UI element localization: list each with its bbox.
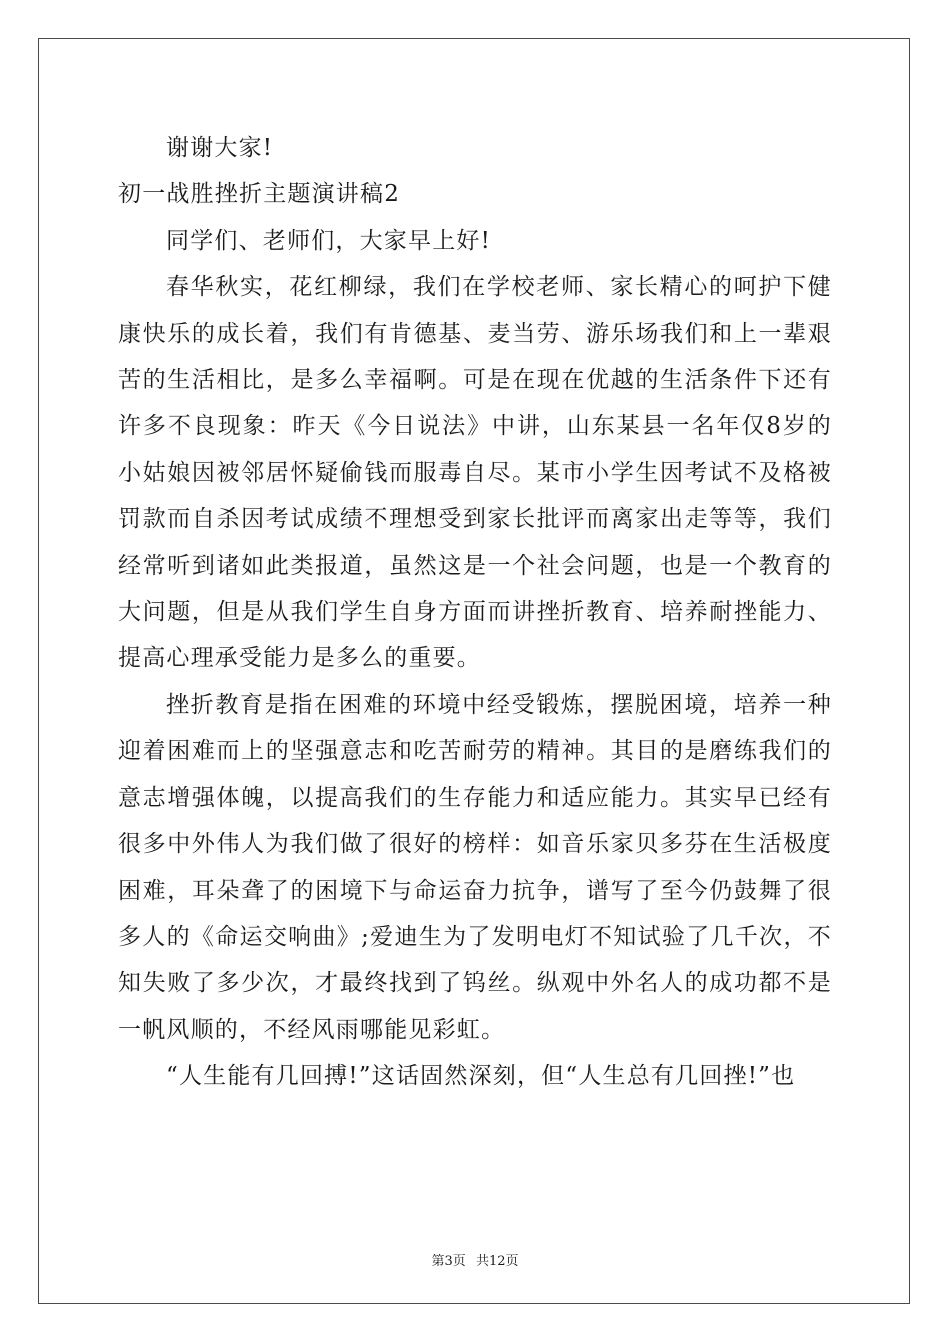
page-number: 第3页 (431, 1254, 466, 1269)
page-footer (0, 1250, 950, 1269)
paragraph-2: 挫折教育是指在困难的环境中经受锻炼，摆脱困境，培养一种迎着困难而上的坚强意志和吃苦耐劳的精神。其目的是磨练我们的意志增强体魄，以提高我们的生存能力和适应能力。其实早已经有很多中外伟人为我们做了很好的榜样：如音乐家贝多芬在生活极度困难，耳朵聋了的困境下与命运奋力抗争，谱写了至今仍鼓舞了很多人的《命运交响曲》;爱迪生为了发明电灯不知试验了几千次，不知失败了多少次，才最终找到了钨丝。纵观中外名人的成功都不是一帆风顺的，不经风雨哪能见彩虹。 (118, 691, 832, 1043)
document-body (118, 125, 832, 1100)
closing-line: 谢谢大家! (166, 135, 274, 161)
paragraph-3: “人生能有几回搏!”这话固然深刻，但“人生总有几回挫!”也 (166, 1063, 796, 1090)
section-title: 初一战胜挫折主题演讲稿2 (118, 181, 401, 208)
paragraph-1: 春华秋实，花红柳绿，我们在学校老师、家长精心的呵护下健康快乐的成长着，我们有肯德基、麦当劳、游乐场我们和上一辈艰苦的生活相比，是多么幸福啊。可是在现在优越的生活条件下还有许多不良现象：昨天《今日说法》中讲，山东某县一名年仅8岁的小姑娘因被邻居怀疑偷钱而服毒自尽。某市小学生因考试不及格被罚款而自杀因考试成绩不理想受到家长批评而离家出走等等，我们经常听到诸如此类报道，虽然这是一个社会问题，也是一个教育的大问题，但是从我们学生自身方面而讲挫折教育、培养耐挫能力、提高心理承受能力是多么的重要。 (118, 274, 832, 672)
greeting: 同学们、老师们，大家早上好! (166, 227, 492, 254)
page-total: 共12页 (475, 1254, 519, 1269)
